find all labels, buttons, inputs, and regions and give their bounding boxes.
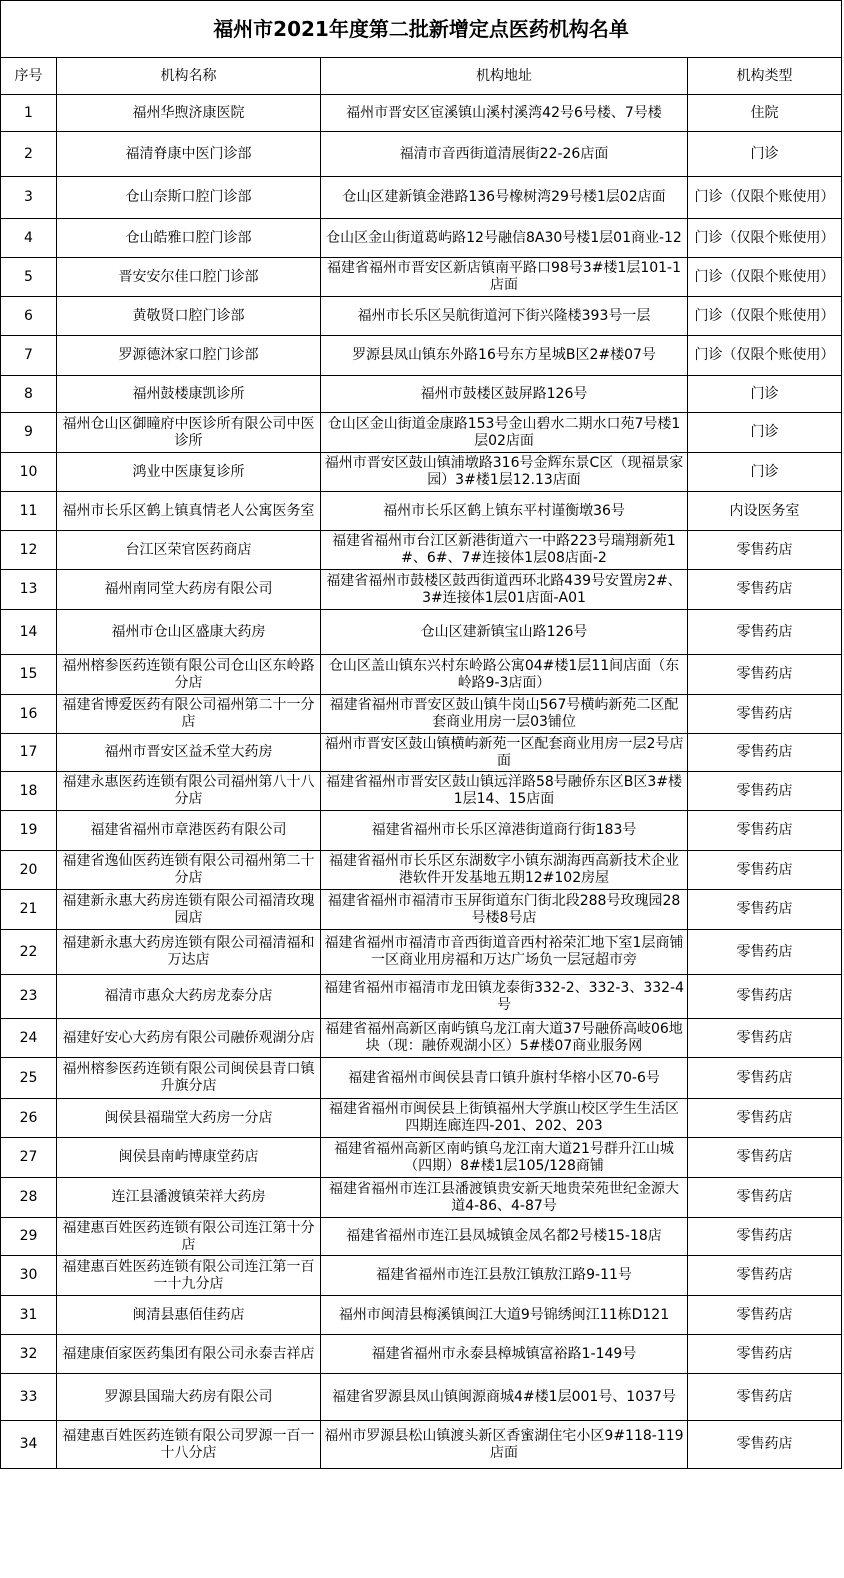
institution-address: 福建省福州市鼓楼区鼓西街道西环北路439号安置房2#、3#连接体1层01店面-A01 [321, 570, 688, 610]
institution-name: 福州南同堂大药房有限公司 [57, 570, 321, 610]
row-number: 25 [1, 1058, 57, 1099]
table-row [1, 531, 842, 570]
institution-type: 门诊 [688, 413, 842, 453]
institution-type: 零售药店 [688, 890, 842, 930]
institution-address: 福建省福州市永泰县樟城镇富裕路1-149号 [321, 1335, 688, 1374]
table-row [1, 570, 842, 610]
table-row [1, 1218, 842, 1256]
row-number: 24 [1, 1019, 57, 1058]
institution-address: 福州市长乐区鹤上镇东平村谨衡墩36号 [321, 492, 688, 531]
institution-address: 福清市音西街道清展街22-26店面 [321, 132, 688, 177]
row-number: 16 [1, 695, 57, 734]
institution-type: 零售药店 [688, 1178, 842, 1218]
institution-address: 仓山区金山街道金康路153号金山碧水二期水口苑7号楼1层02店面 [321, 413, 688, 453]
institution-name: 台江区荣官医药商店 [57, 531, 321, 570]
institution-address: 福州市晋安区鼓山镇横屿新苑一区配套商业用房一层2号店面 [321, 734, 688, 772]
institution-name: 福州市晋安区益禾堂大药房 [57, 734, 321, 772]
institution-type: 零售药店 [688, 1138, 842, 1178]
institution-address: 福建省福州市福清市音西街道音西村裕荣汇地下室1层商铺一区商业用房福和万达广场负一层冠超市旁 [321, 930, 688, 975]
table-row [1, 336, 842, 376]
row-number: 18 [1, 772, 57, 811]
table-row [1, 1256, 842, 1296]
row-number: 26 [1, 1099, 57, 1138]
institution-address: 福州市罗源县松山镇渡头新区香蜜湖住宅小区9#118-119店面 [321, 1421, 688, 1469]
institution-type: 零售药店 [688, 1058, 842, 1099]
institution-address: 福建省福州市长乐区漳港街道商行街183号 [321, 811, 688, 851]
institution-type: 门诊 [688, 376, 842, 413]
institution-name: 福州仓山区御瞳府中医诊所有限公司中医诊所 [57, 413, 321, 453]
institution-address: 福建省福州市长乐区东湖数字小镇东湖海西高新技术企业港软件开发基地五期12#102房屋 [321, 851, 688, 890]
row-number: 10 [1, 453, 57, 492]
institution-address: 仓山区建新镇金港路136号橡树湾29号楼1层02店面 [321, 177, 688, 219]
row-number: 4 [1, 219, 57, 258]
row-number: 21 [1, 890, 57, 930]
table-row [1, 1178, 842, 1218]
row-number: 30 [1, 1256, 57, 1296]
institution-address: 福州市晋安区鼓山镇浦墩路316号金辉东景C区（现福景家园）3#楼1层12.13店面 [321, 453, 688, 492]
row-number: 19 [1, 811, 57, 851]
institution-name: 福建省福州市章港医药有限公司 [57, 811, 321, 851]
institution-type: 零售药店 [688, 1421, 842, 1469]
table-row [1, 258, 842, 297]
row-number: 8 [1, 376, 57, 413]
table-row [1, 132, 842, 177]
institution-type: 零售药店 [688, 1099, 842, 1138]
institution-name: 福州华煦济康医院 [57, 95, 321, 132]
row-number: 23 [1, 975, 57, 1019]
table-row [1, 610, 842, 655]
institution-name: 闽清县惠佰佳药店 [57, 1296, 321, 1335]
table-row [1, 734, 842, 772]
institution-address: 福建省福州市闽侯县上街镇福州大学旗山校区学生生活区四期连廊连四-201、202、203 [321, 1099, 688, 1138]
row-number: 17 [1, 734, 57, 772]
institution-name: 福建永惠医药连锁有限公司福州第八十八分店 [57, 772, 321, 811]
institution-type: 零售药店 [688, 531, 842, 570]
title-row [1, 1, 842, 58]
row-number: 32 [1, 1335, 57, 1374]
institution-type: 门诊（仅限个账使用） [688, 177, 842, 219]
header-type: 机构类型 [688, 58, 842, 95]
institution-type: 零售药店 [688, 1296, 842, 1335]
institution-name: 福州市长乐区鹤上镇真情老人公寓医务室 [57, 492, 321, 531]
row-number: 15 [1, 655, 57, 695]
table-row [1, 95, 842, 132]
institution-name: 仓山奈斯口腔门诊部 [57, 177, 321, 219]
table-row [1, 695, 842, 734]
institution-name: 福清脊康中医门诊部 [57, 132, 321, 177]
table-row [1, 975, 842, 1019]
row-number: 28 [1, 1178, 57, 1218]
institution-address: 仓山区金山街道葛屿路12号融信8A30号楼1层01商业-12 [321, 219, 688, 258]
row-number: 9 [1, 413, 57, 453]
institution-address: 福建省福州市台江区新港街道六一中路223号瑞翔新苑1#、6#、7#连接体1层08店面-2 [321, 531, 688, 570]
institution-address: 福建省福州市连江县凤城镇金凤名都2号楼15-18店 [321, 1218, 688, 1256]
institution-name: 仓山皓雅口腔门诊部 [57, 219, 321, 258]
institution-name: 福州鼓楼康凯诊所 [57, 376, 321, 413]
table-row [1, 930, 842, 975]
institution-type: 零售药店 [688, 851, 842, 890]
row-number: 13 [1, 570, 57, 610]
row-number: 11 [1, 492, 57, 531]
table-row [1, 219, 842, 258]
institution-name: 晋安安尔佳口腔门诊部 [57, 258, 321, 297]
row-number: 1 [1, 95, 57, 132]
institution-type: 内设医务室 [688, 492, 842, 531]
institution-name: 福建新永惠大药房连锁有限公司福清福和万达店 [57, 930, 321, 975]
institution-name: 福建好安心大药房有限公司融侨观湖分店 [57, 1019, 321, 1058]
row-number: 6 [1, 297, 57, 336]
institution-type: 零售药店 [688, 1218, 842, 1256]
institution-address: 福建省福州市福清市玉屏街道东门街北段288号玫瑰园28号楼8号店 [321, 890, 688, 930]
institution-type: 门诊（仅限个账使用） [688, 219, 842, 258]
table-row [1, 655, 842, 695]
institution-address: 福建省罗源县凤山镇闽源商城4#楼1层001号、1037号 [321, 1374, 688, 1421]
header-row [1, 58, 842, 95]
institution-name: 连江县潘渡镇荣祥大药房 [57, 1178, 321, 1218]
table-row [1, 413, 842, 453]
table-row [1, 890, 842, 930]
table-row [1, 851, 842, 890]
institution-name: 福州榕参医药连锁有限公司闽侯县青口镇升旗分店 [57, 1058, 321, 1099]
institution-address: 福建省福州市晋安区鼓山镇远洋路58号融侨东区B区3#楼1层14、15店面 [321, 772, 688, 811]
row-number: 33 [1, 1374, 57, 1421]
institution-address: 福州市长乐区吴航街道河下街兴隆楼393号一层 [321, 297, 688, 336]
institution-name: 福建康佰家医药集团有限公司永泰吉祥店 [57, 1335, 321, 1374]
document-title: 福州市2021年度第二批新增定点医药机构名单 [1, 1, 842, 58]
table-row [1, 1138, 842, 1178]
institution-address: 福建省福州高新区南屿镇乌龙江南大道37号融侨高岐06地块（现：融侨观湖小区）5#楼07商业服务网 [321, 1019, 688, 1058]
institution-address: 仓山区盖山镇东兴村东岭路公寓04#楼1层11间店面（东岭路9-3店面） [321, 655, 688, 695]
institution-type: 零售药店 [688, 975, 842, 1019]
institution-name: 福建惠百姓医药连锁有限公司连江第十分店 [57, 1218, 321, 1256]
institution-name: 福建惠百姓医药连锁有限公司罗源一百一十八分店 [57, 1421, 321, 1469]
institution-type: 门诊（仅限个账使用） [688, 336, 842, 376]
institution-type: 零售药店 [688, 734, 842, 772]
table-row [1, 1058, 842, 1099]
institution-type: 零售药店 [688, 610, 842, 655]
row-number: 20 [1, 851, 57, 890]
header-name: 机构名称 [57, 58, 321, 95]
table-row [1, 772, 842, 811]
institution-type: 零售药店 [688, 811, 842, 851]
institution-type: 零售药店 [688, 772, 842, 811]
institution-type: 零售药店 [688, 1019, 842, 1058]
institution-type: 零售药店 [688, 930, 842, 975]
row-number: 27 [1, 1138, 57, 1178]
table-row [1, 1374, 842, 1421]
institution-address: 福建省福州市连江县敖江镇敖江路9-11号 [321, 1256, 688, 1296]
row-number: 34 [1, 1421, 57, 1469]
institution-name: 黄敬贤口腔门诊部 [57, 297, 321, 336]
table-row [1, 1019, 842, 1058]
table-row [1, 297, 842, 336]
row-number: 3 [1, 177, 57, 219]
institution-type: 门诊（仅限个账使用） [688, 297, 842, 336]
row-number: 31 [1, 1296, 57, 1335]
institution-type: 住院 [688, 95, 842, 132]
institution-address: 福州市晋安区宦溪镇山溪村溪湾42号6号楼、7号楼 [321, 95, 688, 132]
institution-name: 闽侯县福瑞堂大药房一分店 [57, 1099, 321, 1138]
institution-type: 零售药店 [688, 695, 842, 734]
institution-type: 零售药店 [688, 1335, 842, 1374]
row-number: 22 [1, 930, 57, 975]
institution-address: 福建省福州市晋安区鼓山镇牛岗山567号横屿新苑二区配套商业用房一层03铺位 [321, 695, 688, 734]
table-row [1, 376, 842, 413]
institution-name: 罗源德沐家口腔门诊部 [57, 336, 321, 376]
institution-name: 闽侯县南屿博康堂药店 [57, 1138, 321, 1178]
institution-name: 福建省逸仙医药连锁有限公司福州第二十分店 [57, 851, 321, 890]
institution-type: 门诊 [688, 132, 842, 177]
institution-name: 福州榕参医药连锁有限公司仓山区东岭路分店 [57, 655, 321, 695]
table-row [1, 1335, 842, 1374]
institution-address: 福州市鼓楼区鼓屏路126号 [321, 376, 688, 413]
institution-name: 福建新永惠大药房连锁有限公司福清玫瑰园店 [57, 890, 321, 930]
institution-address: 福建省福州市闽侯县青口镇升旗村华榕小区70-6号 [321, 1058, 688, 1099]
table-row [1, 453, 842, 492]
institution-name: 鸿业中医康复诊所 [57, 453, 321, 492]
row-number: 14 [1, 610, 57, 655]
institution-address: 福建省福州市福清市龙田镇龙泰街332-2、332-3、332-4号 [321, 975, 688, 1019]
institution-address: 福建省福州高新区南屿镇乌龙江南大道21号群升江山城（四期）8#楼1层105/128商铺 [321, 1138, 688, 1178]
header-address: 机构地址 [321, 58, 688, 95]
institution-address: 福建省福州市连江县潘渡镇贵安新天地贵荣苑世纪金源大道4-86、4-87号 [321, 1178, 688, 1218]
table-row [1, 811, 842, 851]
row-number: 5 [1, 258, 57, 297]
institution-type: 零售药店 [688, 570, 842, 610]
institution-address: 福州市闽清县梅溪镇闽江大道9号锦绣闽江11栋D121 [321, 1296, 688, 1335]
institution-type: 零售药店 [688, 1256, 842, 1296]
institution-type: 门诊（仅限个账使用） [688, 258, 842, 297]
table-row [1, 177, 842, 219]
table-row [1, 1099, 842, 1138]
institution-address: 仓山区建新镇宝山路126号 [321, 610, 688, 655]
institution-name: 福建省博爱医药有限公司福州第二十一分店 [57, 695, 321, 734]
row-number: 29 [1, 1218, 57, 1256]
institution-name: 罗源县国瑞大药房有限公司 [57, 1374, 321, 1421]
institution-type: 门诊 [688, 453, 842, 492]
row-number: 7 [1, 336, 57, 376]
institution-name: 福清市惠众大药房龙泰分店 [57, 975, 321, 1019]
row-number: 12 [1, 531, 57, 570]
institution-type: 零售药店 [688, 1374, 842, 1421]
institution-name: 福州市仓山区盛康大药房 [57, 610, 321, 655]
institution-name: 福建惠百姓医药连锁有限公司连江第一百一十九分店 [57, 1256, 321, 1296]
table-row [1, 1421, 842, 1469]
table-row [1, 492, 842, 531]
table-row [1, 1296, 842, 1335]
institution-address: 福建省福州市晋安区新店镇南平路口98号3#楼1层101-1店面 [321, 258, 688, 297]
institution-type: 零售药店 [688, 655, 842, 695]
row-number: 2 [1, 132, 57, 177]
institution-address: 罗源县凤山镇东外路16号东方星城B区2#楼07号 [321, 336, 688, 376]
header-no: 序号 [1, 58, 57, 95]
